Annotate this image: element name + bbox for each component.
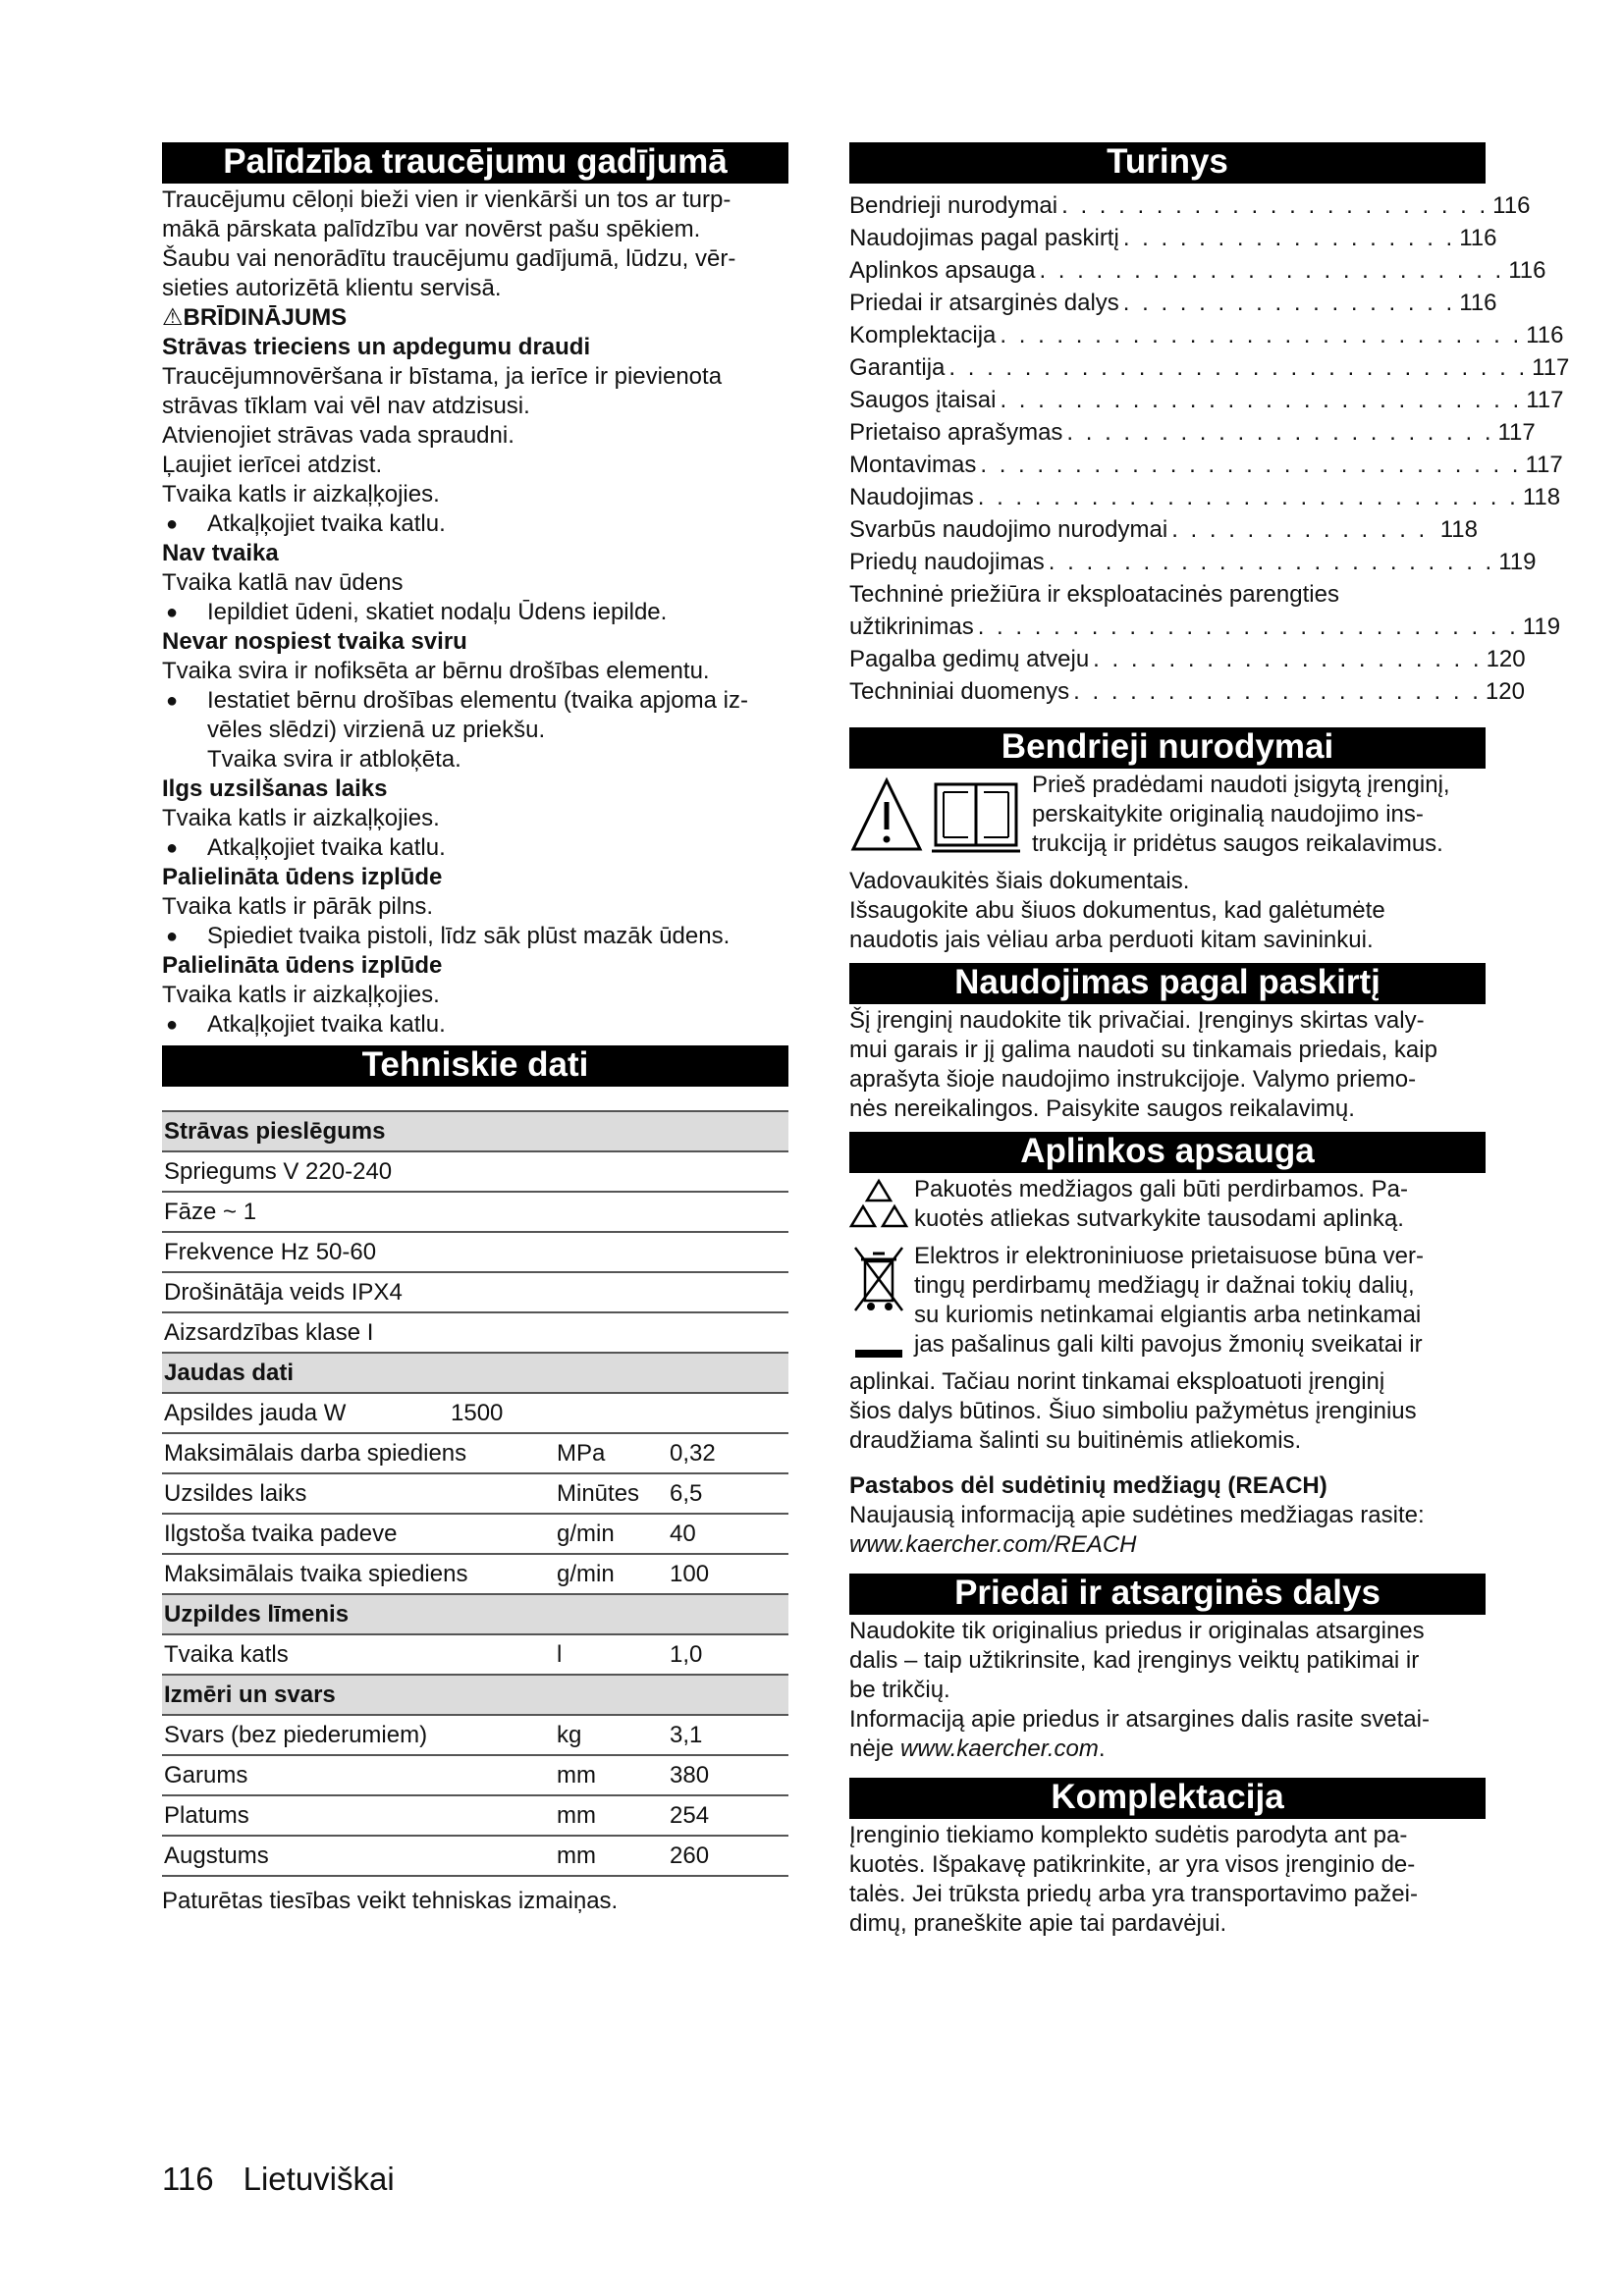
toc-item[interactable] [849,351,1570,384]
table-cell-unit: mm [555,1795,668,1836]
text-line: perskaitykite originalią naudojimo ins- [1032,801,1424,828]
toc-dots: . . . . . . . . . . . . . . . . . . . . . . [1073,678,1482,705]
table-section-row [162,1111,788,1151]
table-cell-value: 260 [668,1836,788,1876]
table-cell-unit: g/min [555,1514,668,1554]
toc-dots: . . . . . . . . . . . . . . . . . . [1122,225,1456,251]
toc-dots: . . . . . . . . . . . . . . . . . . . . . . . [1061,192,1489,219]
table-row [162,1473,788,1514]
text-line: šios dalys būtinos. Šiuo simboliu pažymėtus įrenginius [849,1398,1417,1424]
table-row [162,1795,788,1836]
page-footer [162,2160,424,2199]
problem-cause: Tvaika katls ir pārāk pilns. [162,893,434,920]
toc-item[interactable] [849,546,1537,578]
toc-list [849,189,1570,578]
accessories-section [849,1574,1486,1764]
table-cell-label: Maksimālais darba spiediens [162,1433,555,1473]
warning-line: Ļaujiet ierīcei atdzist. [162,452,383,478]
table-cell-label: Frekvence Hz 50-60 [162,1232,788,1272]
table-row [162,1514,788,1554]
warning-line: strāvas tīklam vai vēl nav atdzisusi. [162,393,530,419]
table-section-row [162,1675,788,1715]
table-cell-label: Fāze ~ 1 [162,1192,788,1232]
table-cell-label: Uzpildes līmenis [162,1594,788,1634]
problem-fix: ● Iepildiet ūdeni, skatiet nodaļu Ūdens iepilde. [162,598,788,627]
toc-item-page: 118 [1522,484,1561,510]
toc-item[interactable] [849,513,1486,546]
table-cell-value: 100 [668,1554,788,1594]
toc-item-label: Naudojimas [849,484,974,510]
toc-item-label: Aplinkos apsauga [849,257,1036,284]
text-line: naudotis jais vėliau arba perduoti kitam savininkui. [849,927,1374,953]
toc-item-label: Priedų naudojimas [849,549,1045,575]
text-line: Naudokite tik originalius priedus ir originalas atsargines [849,1618,1425,1644]
text-line: be trikčių. [849,1677,950,1703]
toc-dots: . . . . . . . . . . . . . . . . . . . . . . . [1066,419,1494,446]
toc-item[interactable] [849,254,1546,287]
footer-language: Lietuviškai [243,2161,395,2197]
table-row [162,1836,788,1876]
text-line: Įrenginio tiekiamo komplekto sudėtis parodyta ant pa- [849,1822,1408,1848]
toc-item-label: Montavimas [849,452,977,478]
toc-item-page: 120 [1486,646,1526,672]
problem-title: Palielināta ūdens izplūde [162,952,443,979]
technical-data-heading: Tehniskie dati [162,1045,788,1087]
intro-line: sieties autorizētā klientu servisā. [162,275,502,301]
table-cell-unit: g/min [555,1554,668,1594]
text-line: draudžiama šalinti su buitinėmis atliekomis. [849,1427,1302,1454]
table-cell-label: Uzsildes laiks [162,1473,555,1514]
table-cell-unit: mm [555,1755,668,1795]
table-cell-label: Garums [162,1755,555,1795]
environment-heading: Aplinkos apsauga [849,1132,1486,1173]
text-line: tingų perdirbamų medžiagų ir dažnai tokių dalių, [914,1272,1415,1299]
recycle-text [914,1175,1408,1234]
toc-item-page: 116 [1459,290,1497,316]
accessories-heading: Priedai ir atsarginės dalys [849,1574,1486,1615]
problem-fix: ● Iestatiet bērnu drošības elementu (tvaika apjoma iz- [162,686,788,716]
technical-note: Paturētas tiesības veikt tehniskas izmaiņas. [162,1888,619,1914]
toc-item-label: Bendrieji nurodymai [849,192,1058,219]
toc-dots: . . . . . . . . . . . . . . . . . . . . . . . . . . . . . [977,614,1519,640]
scope-heading: Komplektacija [849,1778,1486,1819]
table-section-row [162,1353,788,1393]
problem-title: Nav tvaika [162,540,279,566]
text-line: aplinkai. Tačiau norint tinkamai eksploatuoti įrenginį [849,1368,1385,1395]
crossed-bin-icon [849,1242,908,1367]
text-line: Elektros ir elektroniniuose prietaisuose būna ver- [914,1243,1424,1269]
text-line [849,1735,1486,1764]
toc-dots: . . . . . . . . . . . . . . . . . . . . . . . . [1048,549,1495,575]
toc-item-label: Techninė priežiūra ir eksploatacinės parengties [849,581,1339,608]
recycle-block [849,1175,1486,1242]
toc-item-maintenance[interactable] [849,578,1561,643]
text-line: aprašyta šioje naudojimo instrukcijoje. Valymo priemo- [849,1066,1417,1093]
technical-data-section [162,1045,788,1916]
toc-dots: . . . . . . . . . . . . . . . . . . . . . . . . . [1039,257,1505,284]
intro-line: Traucējumu cēloņi bieži vien ir vienkārši un tos ar turp- [162,187,731,213]
table-cell-label: Aizsardzības klase I [162,1312,788,1353]
text-line: mui garais ir jį galima naudoti su tinkamais priedais, kaip [849,1037,1437,1063]
toc-heading: Turinys [849,142,1486,184]
text-line: kuotės atliekas sutvarkykite tausodami aplinką. [914,1205,1404,1232]
table-cell-value: 3,1 [668,1715,788,1755]
problem-cause: Tvaika svira ir nofiksēta ar bērnu drošības elementu. [162,658,710,684]
problem-cause: Tvaika katls ir aizkaļķojies. [162,805,440,831]
toc-item-label: Naudojimas pagal paskirtį [849,225,1119,251]
toc-dots: . . . . . . . . . . . . . . . . . . . . . . . . . . . . [1000,322,1523,348]
table-cell-label: Spriegums V 220-240 [162,1151,788,1192]
intended-use-heading: Naudojimas pagal paskirtį [849,963,1486,1004]
toc-item-label: Garantija [849,354,946,381]
table-row [162,1554,788,1594]
problem-fix: ● Atkaļķojiet tvaika katlu. [162,509,788,539]
problem-title: Ilgs uzsilšanas laiks [162,775,388,802]
table-section-row [162,1594,788,1634]
table-row [162,1634,788,1675]
toc-item-page: 117 [1526,387,1564,413]
table-cell-value: 0,32 [668,1433,788,1473]
toc-item[interactable] [849,287,1497,319]
text-fragment: . [1098,1735,1106,1762]
table-cell-value: 40 [668,1514,788,1554]
technical-data-table [162,1110,788,1877]
page-number: 116 [162,2161,214,2197]
text-line: kuotės. Išpakavę patikrinkite, ar yra visos įrenginio de- [849,1851,1416,1878]
toc-item-page: 119 [1498,549,1537,575]
toc-item-page: 118 [1439,516,1478,543]
toc-list-end [849,643,1526,708]
warning-heading: Strāvas trieciens un apdegumu draudi [162,334,591,360]
table-cell-unit: mm [555,1836,668,1876]
scope-section [849,1778,1486,1939]
toc-item-label: Komplektacija [849,322,997,348]
toc-item[interactable] [849,416,1536,449]
problem-result: Tvaika svira ir atbloķēta. [207,746,461,773]
intended-use-section [849,963,1486,1124]
table-cell [162,1393,788,1433]
toc-section [849,142,1570,708]
text-fragment: nėje [849,1735,894,1762]
problem-fix: ● Atkaļķojiet tvaika katlu. [162,833,788,863]
intro-line: mākā pārskata palīdzību var novērst pašu spēkiem. [162,216,701,242]
intro-line: Šaubu vai nenorādītu traucējumu gadījumā, lūdzu, vēr- [162,245,736,272]
table-cell-unit: kg [555,1715,668,1755]
text-line: dimų, praneškite apie tai pardavėjui. [849,1910,1227,1937]
general-section [849,727,1486,955]
table-cell-label: Svars (bez piederumiem) [162,1715,555,1755]
reach-link[interactable]: www.kaercher.com/REACH [849,1531,1137,1558]
warning-line: Traucējumnovēršana ir bīstama, ja ierīce ir pievienota [162,363,723,390]
toc-item-label: Pagalba gedimų atveju [849,646,1090,672]
text-line: Informaciją apie priedus ir atsargines dalis rasite svetai- [849,1706,1430,1733]
table-cell-label: Platums [162,1795,555,1836]
toc-item-page: 116 [1459,225,1497,251]
table-cell-unit: l [555,1634,668,1675]
troubleshooting-heading: Palīdzība traucējumu gadījumā [162,142,788,184]
toc-item-label: Svarbūs naudojimo nurodymai [849,516,1168,543]
problem-fix: ● Spiediet tvaika pistoli, līdz sāk plūst mazāk ūdens. [162,922,788,951]
general-icon-text [1032,771,1450,859]
general-heading: Bendrieji nurodymai [849,727,1486,769]
problem-cause: Tvaika katls ir aizkaļķojies. [162,481,440,507]
environment-section [849,1132,1486,1560]
table-row [162,1232,788,1272]
toc-item-label: Saugos įtaisai [849,387,997,413]
toc-item-page: 119 [1522,614,1561,640]
table-cell-label: Maksimālais tvaika spiediens [162,1554,555,1594]
toc-item-page: 117 [1532,354,1570,381]
recycle-icon [849,1175,908,1242]
warning-label: ⚠BRĪDINĀJUMS [162,304,348,331]
table-cell-label: Apsildes jauda W [164,1399,347,1426]
toc-dots: . . . . . . . . . . . . . . . . . . [1122,290,1456,316]
weee-text [914,1242,1424,1360]
table-row [162,1272,788,1312]
table-cell-value: 1,0 [668,1634,788,1675]
problem-cause: Tvaika katlā nav ūdens [162,569,404,596]
text-line: Pakuotės medžiagos gali būti perdirbamos. Pa- [914,1176,1408,1202]
table-cell-label: Tvaika katls [162,1634,555,1675]
toc-item-page: 116 [1492,192,1531,219]
text-line: jas pašalinus gali kilti pavojus žmonių sveikatai ir [914,1331,1423,1358]
table-cell-unit: MPa [555,1433,668,1473]
text-line: talės. Jei trūksta priedų arba yra transportavimo pažei- [849,1881,1418,1907]
text-line: su kuriomis netinkamai elgiantis arba netinkamai [914,1302,1422,1328]
text-line: Vadovaukitės šiais dokumentais. [849,868,1190,894]
toc-item-page: 120 [1485,678,1525,705]
general-icon-block [849,771,1486,867]
text-line: nės nereikalingos. Paisykite saugos reikalavimų. [849,1095,1355,1122]
toc-item[interactable] [849,189,1531,222]
toc-dots: . . . . . . . . . . . . . . . . . . . . . . . . . . . . . [980,452,1522,478]
table-cell-unit: Minūtes [555,1473,668,1514]
weee-block [849,1242,1486,1367]
toc-dots: . . . . . . . . . . . . . . . . . . . . . . . . . . . . . . . [948,354,1529,381]
reach-text: Naujausią informaciją apie sudėtines medžiagas rasite: [849,1502,1425,1528]
toc-item[interactable] [849,643,1526,675]
toc-item[interactable] [849,319,1564,351]
table-cell-label: Drošinātāja veids IPX4 [162,1272,788,1312]
manual-book-icon [932,784,1020,851]
left-column [162,142,788,1916]
table-row [162,1433,788,1473]
table-row [162,1715,788,1755]
table-cell-label: Jaudas dati [162,1353,788,1393]
toc-item[interactable] [849,481,1561,513]
toc-dots: . . . . . . . . . . . . . . . . . . . . . . . . . . . . . [977,484,1519,510]
toc-item-page: 116 [1526,322,1564,348]
right-column [849,142,1570,1939]
table-row [162,1192,788,1232]
toc-dots: . . . . . . . . . . . . . . . . . . . . . [1093,646,1483,672]
text-line: trukciją ir pridėtus saugos reikalavimus. [1032,830,1443,857]
toc-item-label: Techniniai duomenys [849,678,1070,705]
problem-cause: Tvaika katls ir aizkaļķojies. [162,982,440,1008]
toc-item-page: 117 [1497,419,1536,446]
toc-item[interactable] [849,384,1564,416]
toc-item-label: Priedai ir atsarginės dalys [849,290,1119,316]
toc-dots: . . . . . . . . . . . . . . . . . . . . . . . . . . . . [1000,387,1523,413]
toc-item-label: užtikrinimas [849,614,974,640]
problem-title: Nevar nospiest tvaika sviru [162,628,467,655]
table-row [162,1312,788,1353]
text-line: Šį įrenginį naudokite tik privačiai. Įrenginys skirtas valy- [849,1007,1425,1034]
toc-item-page: 116 [1508,257,1546,284]
table-cell-value: 254 [668,1795,788,1836]
table-cell-label: Izmēri un svars [162,1675,788,1715]
text-line: dalis – taip užtikrinsite, kad įrenginys veiktų patikimai ir [849,1647,1420,1674]
table-cell-label: Augstums [162,1836,555,1876]
toc-item[interactable] [849,222,1497,254]
troubleshooting-section [162,142,788,1040]
table-cell-value: 1500 [451,1399,504,1426]
toc-item-label: Prietaiso aprašymas [849,419,1063,446]
kaercher-link[interactable]: www.kaercher.com [900,1735,1099,1762]
text-line: Išsaugokite abu šiuos dokumentus, kad galėtumėte [849,897,1385,924]
problem-fix-cont: vēles slēdzi) virzienā uz priekšu. [207,717,546,743]
text-line: Prieš pradėdami naudoti įsigytą įrenginį, [1032,772,1450,798]
toc-item[interactable] [849,675,1525,708]
table-row [162,1151,788,1192]
table-cell-value: 380 [668,1755,788,1795]
problem-title: Palielināta ūdens izplūde [162,864,443,890]
reach-heading: Pastabos dėl sudėtinių medžiagų (REACH) [849,1472,1327,1499]
table-cell-label: Ilgstoša tvaika padeve [162,1514,555,1554]
warning-triangle-icon [849,771,1026,859]
table-row [162,1393,788,1433]
toc-dots: . . . . . . . . . . . . . . [1171,516,1429,543]
toc-item-page: 117 [1525,452,1563,478]
warning-book-icons [849,771,1026,867]
table-cell-value: 6,5 [668,1473,788,1514]
table-row [162,1755,788,1795]
toc-item[interactable] [849,449,1563,481]
problem-fix: ● Atkaļķojiet tvaika katlu. [162,1010,788,1040]
table-cell-label: Strāvas pieslēgums [162,1111,788,1151]
warning-line: Atvienojiet strāvas vada spraudni. [162,422,514,449]
